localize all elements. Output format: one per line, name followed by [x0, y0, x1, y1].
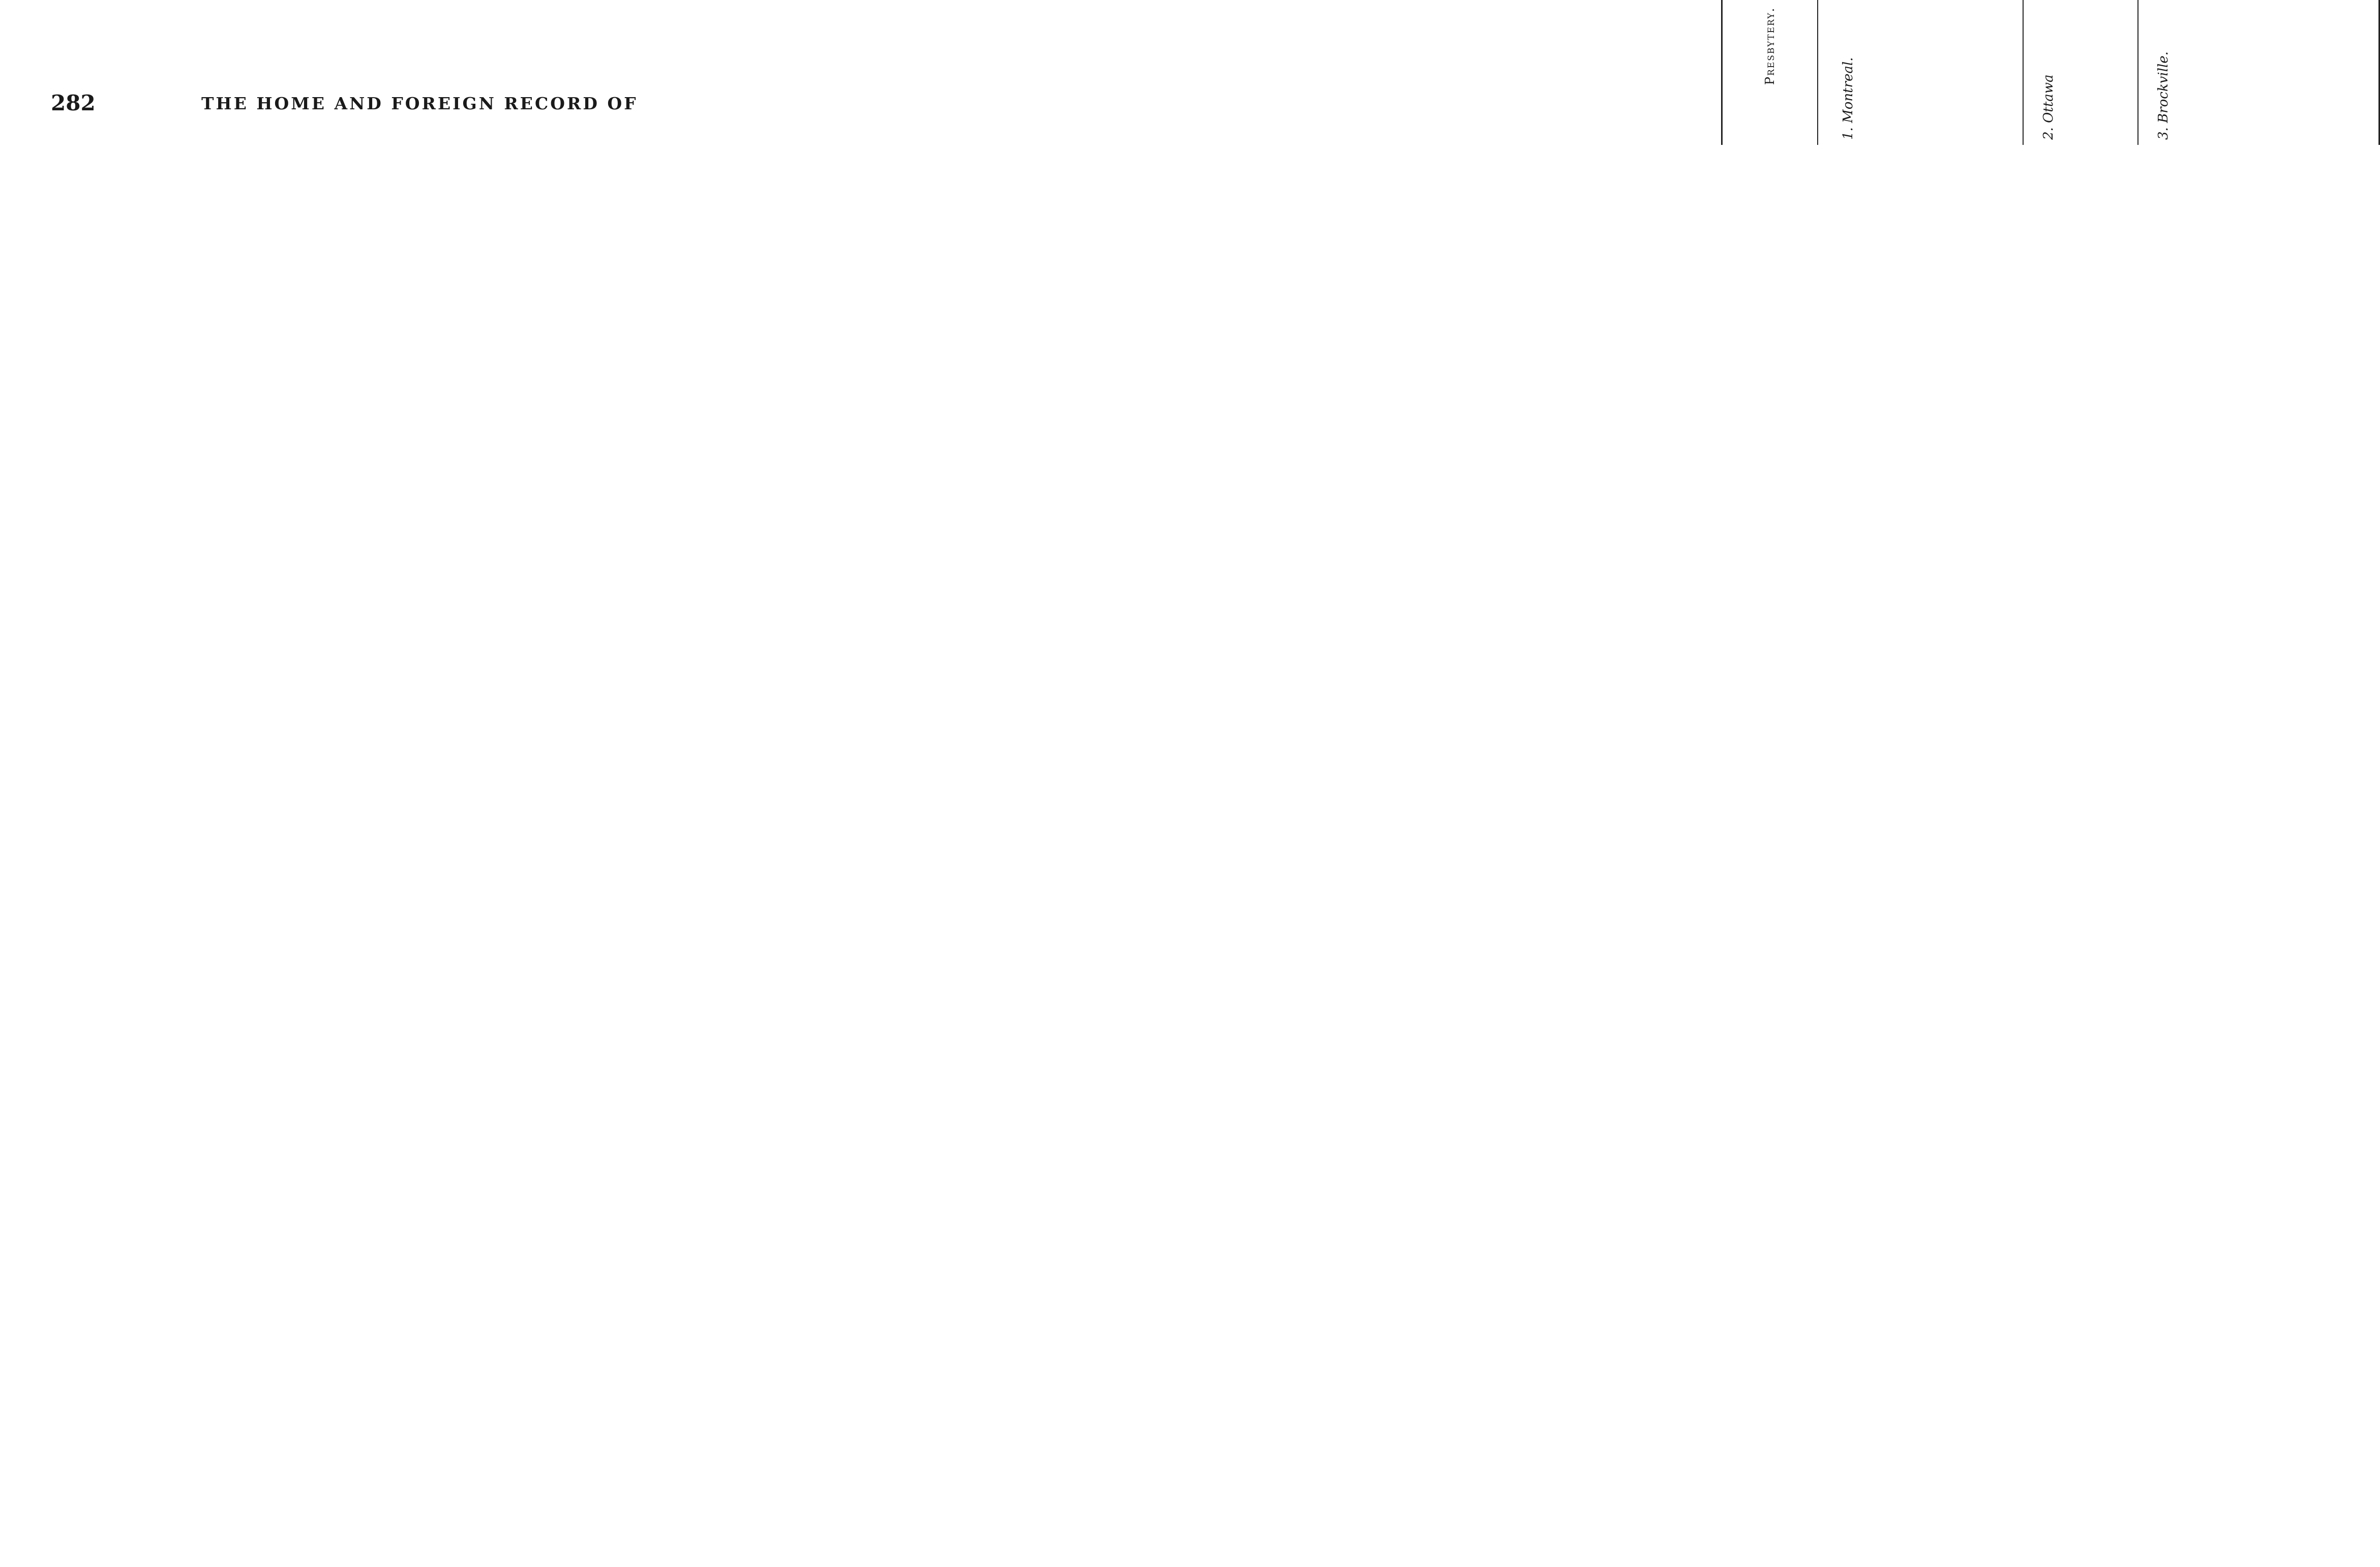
- cell-presbytery: [2081, 0, 2102, 145]
- cell-presbytery: 3. Brockville.: [2156, 51, 2171, 140]
- units-row: [1818, 0, 1837, 145]
- spacer-row: [1987, 0, 2001, 145]
- table-row: [2217, 0, 2238, 145]
- table-row: [1859, 0, 1880, 145]
- table-title: [1663, 0, 1696, 145]
- table-row: [1944, 0, 1966, 145]
- cell-presbytery: [2116, 0, 2138, 145]
- page-header: [0, 86, 847, 127]
- col-presbytery: Presbytery.: [1723, 0, 1818, 145]
- table-row: [1880, 0, 1902, 145]
- total-row: [2001, 0, 2023, 145]
- rotated-table-block: [1566, 0, 2341, 145]
- cell-presbytery: 2. Ottawa: [2041, 74, 2056, 140]
- table-row: [2174, 0, 2195, 145]
- cell-presbytery: [2195, 0, 2217, 145]
- table-row: [2038, 0, 2059, 145]
- cell-presbytery: [1902, 0, 1923, 145]
- table-row: [2059, 0, 2081, 145]
- cell-presbytery: [2001, 0, 2023, 145]
- cell-presbytery: [1859, 0, 1880, 145]
- spacer-row: [2138, 0, 2153, 145]
- cell-presbytery: [1944, 0, 1966, 145]
- cell-presbytery: [1923, 0, 1944, 145]
- spacer-row: [2023, 0, 2038, 145]
- table-label: [1602, 0, 1625, 145]
- table-row: [1966, 0, 1987, 145]
- table-row: [2195, 0, 2217, 145]
- cell-presbytery: 1. Montreal.: [1841, 57, 1856, 140]
- page-number: 282: [51, 91, 96, 115]
- table-row: [2081, 0, 2102, 145]
- header-row: [1723, 0, 1775, 145]
- total-row: [2116, 0, 2138, 145]
- table-row: [1837, 0, 1859, 145]
- spacer-row: [2102, 0, 2116, 145]
- supplement-table: [1723, 0, 2238, 145]
- cell-presbytery: [2217, 0, 2238, 145]
- running-title: THE HOME AND FOREIGN RECORD OF: [201, 94, 638, 113]
- supplement-table-wrap: [1721, 0, 2380, 145]
- table-body: [1818, 0, 2238, 145]
- table-row: [2153, 0, 2174, 145]
- cell-presbytery: [2174, 0, 2195, 145]
- table-row: [1923, 0, 1944, 145]
- cell-presbytery: [1966, 0, 1987, 145]
- table-row: [1902, 0, 1923, 145]
- cell-presbytery: [1880, 0, 1902, 145]
- cell-presbytery: [2059, 0, 2081, 145]
